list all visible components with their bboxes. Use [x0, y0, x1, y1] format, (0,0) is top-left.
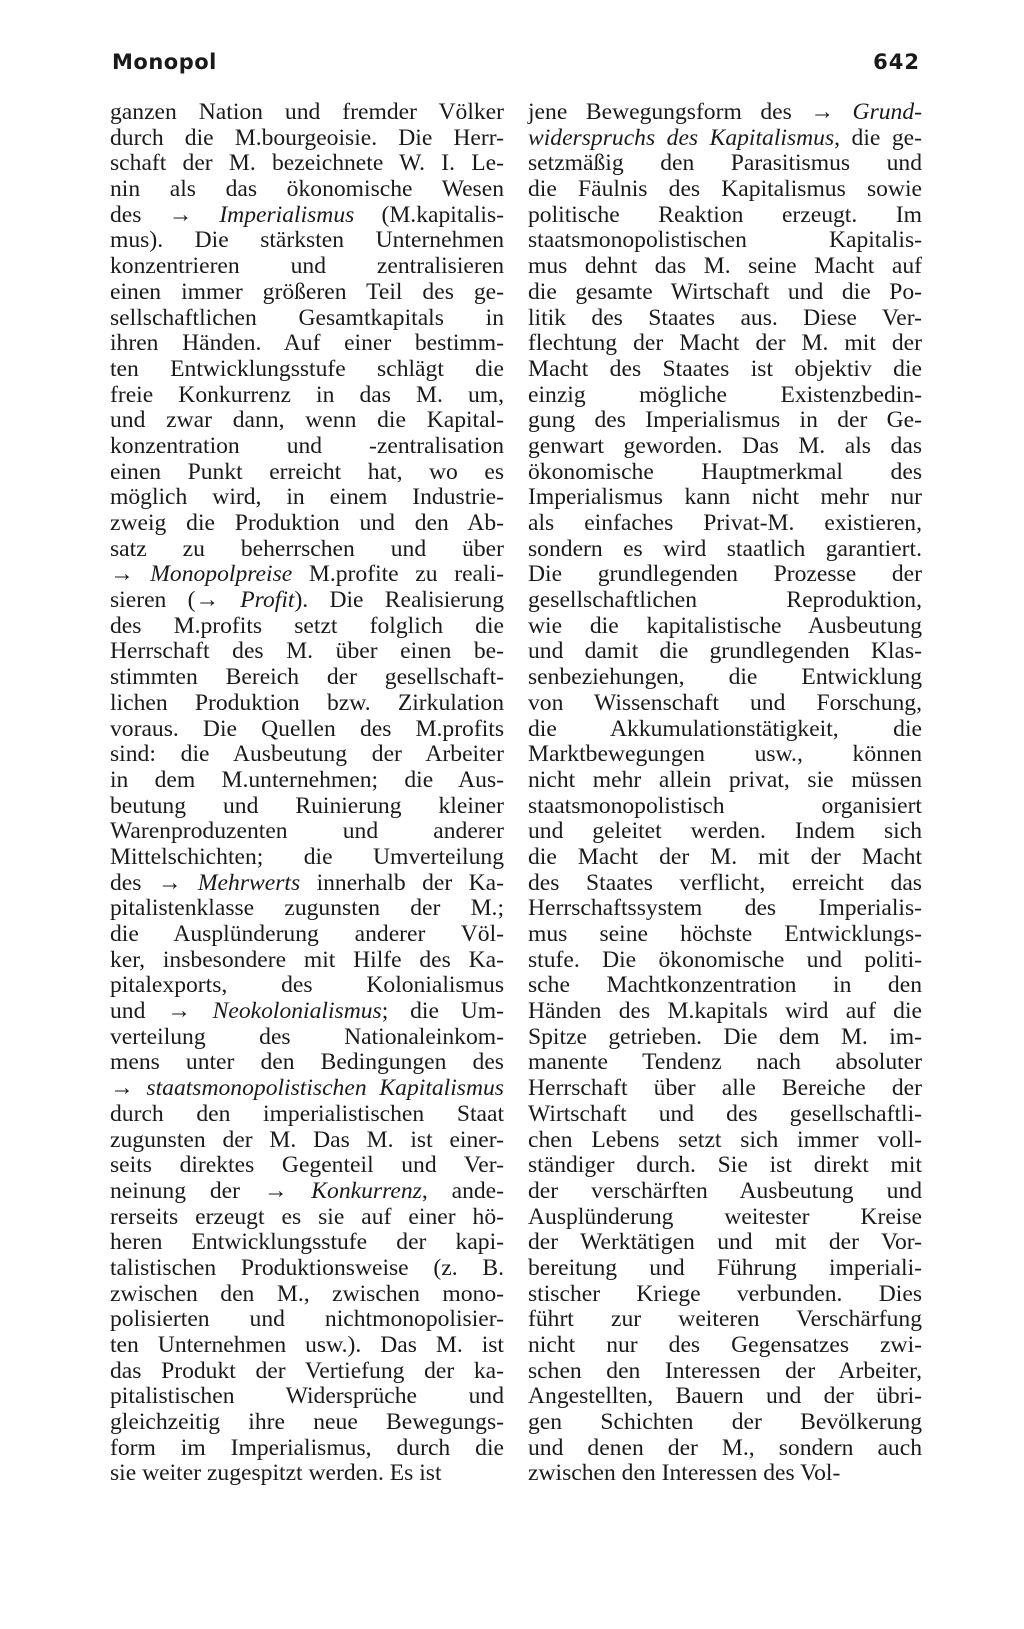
text-fragment: und → — [110, 998, 213, 1025]
text-line — [110, 151, 504, 177]
text-fragment: beutung und Ruinierung kleiner — [110, 792, 504, 819]
text-line — [110, 280, 504, 306]
text-fragment: sind: die Ausbeutung der Arbeiter — [110, 741, 504, 768]
text-fragment: als einfaches Privat-M. existieren, — [528, 510, 922, 536]
text-fragment: und zwar dann, wenn die Kapital- — [110, 407, 504, 434]
text-line — [528, 691, 922, 717]
text-line — [528, 614, 922, 640]
text-fragment: nicht mehr allein privat, sie müssen — [528, 766, 922, 793]
cross-reference-term: Grund- — [852, 99, 922, 125]
text-line — [110, 460, 504, 486]
text-fragment: das Produkt der Vertiefung der ka- — [110, 1357, 504, 1384]
text-fragment: sche Machtkonzentration in den — [528, 972, 922, 999]
text-fragment: Imperialismus kann nicht mehr nur — [528, 484, 922, 511]
text-line — [528, 562, 922, 588]
cross-reference-term: Neokolonialismus — [212, 998, 382, 1025]
text-fragment: verteilung des Nationaleinkom- — [110, 1023, 504, 1050]
text-fragment: Mittelschichten; die Umverteilung — [110, 843, 504, 870]
text-fragment: durch die M.bourgeoisie. Die Herr- — [110, 124, 504, 151]
text-fragment: sondern es wird staatlich garantiert. — [528, 535, 922, 562]
text-line — [110, 768, 504, 794]
text-line — [110, 665, 504, 691]
text-line — [110, 614, 504, 640]
text-fragment: gesellschaftlichen Reproduktion, — [528, 587, 922, 614]
text-line — [528, 1307, 922, 1333]
text-fragment: mus seine höchste Entwicklungs- — [528, 921, 922, 947]
text-line — [110, 742, 504, 768]
text-fragment: sellschaftlichen Gesamtkapitals in — [110, 304, 504, 331]
text-fragment: des → — [110, 869, 198, 896]
text-fragment: ten Entwicklungsstufe schlägt die — [110, 355, 504, 382]
text-fragment: litik des Staates aus. Diese Ver- — [528, 304, 922, 331]
text-line — [528, 1359, 922, 1385]
text-line — [528, 537, 922, 563]
text-line — [110, 1102, 504, 1128]
text-fragment: polisierten und nichtmonopolisier- — [110, 1306, 504, 1333]
text-line — [110, 1384, 504, 1410]
text-fragment: Händen des M.kapitals wird auf die — [528, 998, 922, 1025]
text-line — [528, 1050, 922, 1076]
text-fragment: ständiger durch. Sie ist direkt mit — [528, 1152, 922, 1179]
text-line — [110, 1050, 504, 1076]
text-line — [110, 177, 504, 203]
text-line — [110, 1461, 504, 1487]
text-fragment: jene Bewegungsform des → — [528, 99, 853, 125]
text-fragment: einen immer größeren Teil des ge- — [110, 278, 504, 305]
text-fragment: gleichzeitig ihre neue Bewegungs- — [110, 1409, 504, 1436]
text-line — [528, 151, 922, 177]
text-line — [110, 408, 504, 434]
text-line — [528, 383, 922, 409]
text-fragment: seits direktes Gegenteil und Ver- — [110, 1152, 504, 1179]
text-fragment: zwischen den M., zwischen mono- — [110, 1280, 504, 1307]
text-fragment: Warenproduzenten und anderer — [110, 818, 504, 845]
text-line — [110, 1153, 504, 1179]
text-fragment: zwischen den Interessen des Vol- — [528, 1460, 841, 1487]
text-fragment: und damit die grundlegenden Klas- — [528, 638, 922, 665]
text-fragment: neinung der → — [110, 1177, 312, 1204]
text-line — [528, 1102, 922, 1128]
text-fragment: der Werktätigen und mit der Vor- — [528, 1229, 922, 1256]
text-fragment: stufe. Die ökonomische und politi- — [528, 946, 922, 973]
text-line — [110, 639, 504, 665]
text-fragment: Macht des Staates ist objektiv die — [528, 355, 922, 382]
text-line — [110, 100, 504, 126]
text-fragment: schen den Interessen der Arbeiter, — [528, 1357, 922, 1384]
text-line — [528, 100, 922, 126]
text-line — [528, 896, 922, 922]
text-column-left — [110, 100, 504, 1487]
cross-reference-term: Monopolpreise — [150, 561, 293, 588]
text-line — [110, 306, 504, 332]
text-line — [110, 588, 504, 614]
text-fragment: sie weiter zugespitzt werden. Es ist — [110, 1460, 442, 1487]
text-fragment: sieren (→ — [110, 587, 241, 614]
text-line — [528, 845, 922, 871]
text-line — [528, 717, 922, 743]
text-line — [528, 254, 922, 280]
page-number: 642 — [873, 50, 920, 74]
text-line — [110, 126, 504, 152]
text-fragment: stischer Kriege verbunden. Dies — [528, 1280, 922, 1307]
text-fragment: möglich wird, in einem Industrie- — [110, 484, 504, 511]
text-line — [110, 1359, 504, 1385]
cross-reference-term: widerspruchs des Kapitalismus — [528, 124, 835, 151]
text-fragment: genwart geworden. Das M. als das — [528, 432, 922, 459]
text-line — [110, 1179, 504, 1205]
text-fragment: bereitung und Führung imperiali- — [528, 1254, 922, 1281]
text-line — [528, 1076, 922, 1102]
text-fragment: satz zu beherrschen und über — [110, 535, 504, 562]
text-fragment: form im Imperialismus, durch die — [110, 1434, 504, 1461]
text-line — [528, 331, 922, 357]
text-line — [110, 999, 504, 1025]
text-fragment: die Akkumulationstätigkeit, die — [528, 715, 922, 742]
text-line — [110, 871, 504, 897]
text-fragment: ökonomische Hauptmerkmal des — [528, 458, 922, 485]
text-line — [110, 254, 504, 280]
text-fragment: Spitze getrieben. Die dem M. im- — [528, 1023, 922, 1050]
text-line — [110, 1307, 504, 1333]
text-line — [110, 973, 504, 999]
text-line — [528, 1333, 922, 1359]
text-fragment: wie die kapitalistische Ausbeutung — [528, 612, 922, 639]
text-line — [110, 1410, 504, 1436]
text-line — [528, 973, 922, 999]
text-fragment: , die ge- — [834, 124, 922, 151]
text-line — [110, 1025, 504, 1051]
text-line — [528, 794, 922, 820]
text-fragment: M.profite zu reali- — [292, 561, 504, 588]
text-line — [528, 228, 922, 254]
cross-reference-term: staatsmonopolistischen Kapitalismus — [146, 1075, 504, 1102]
text-fragment: führt zur weiteren Verschärfung — [528, 1306, 922, 1333]
text-line — [528, 999, 922, 1025]
text-line — [528, 1230, 922, 1256]
text-line — [528, 1436, 922, 1462]
text-line — [528, 357, 922, 383]
text-fragment: die Fäulnis des Kapitalismus sowie — [528, 176, 922, 203]
text-fragment: → — [110, 561, 151, 588]
text-line — [528, 639, 922, 665]
text-fragment: setzmäßig den Parasitismus und — [528, 150, 922, 177]
text-line — [528, 434, 922, 460]
text-line — [110, 819, 504, 845]
text-line — [528, 408, 922, 434]
text-fragment: des → — [110, 201, 220, 228]
text-column-right — [528, 100, 922, 1487]
text-fragment: nin als das ökonomische Wesen — [110, 176, 504, 203]
text-fragment: freie Konkurrenz in das M. um, — [110, 381, 504, 408]
text-fragment: die Ausplünderung anderer Völ- — [110, 921, 504, 947]
text-line — [528, 177, 922, 203]
text-fragment: konzentrieren und zentralisieren — [110, 253, 504, 280]
text-fragment: Marktbewegungen usw., können — [528, 741, 922, 768]
text-fragment: talistischen Produktionsweise (z. B. — [110, 1254, 504, 1281]
text-fragment: des M.profits setzt folglich die — [110, 612, 504, 639]
text-line — [110, 1128, 504, 1154]
text-line — [528, 1461, 922, 1487]
text-line — [110, 922, 504, 948]
text-fragment: mens unter den Bedingungen des — [110, 1049, 504, 1076]
text-fragment: des Staates verflicht, erreicht das — [528, 869, 922, 896]
text-line — [528, 1153, 922, 1179]
text-fragment: der verschärften Ausbeutung und — [528, 1177, 922, 1204]
text-line — [110, 203, 504, 229]
text-fragment: die gesamte Wirtschaft und die Po- — [528, 278, 922, 305]
text-line — [528, 306, 922, 332]
running-header-entry: Monopol — [112, 50, 217, 74]
text-fragment: Herrschaft über alle Bereiche der — [528, 1075, 922, 1102]
text-fragment: voraus. Die Quellen des M.profits — [110, 715, 504, 742]
text-line — [110, 537, 504, 563]
text-line — [110, 1076, 504, 1102]
text-fragment: und geleitet werden. Indem sich — [528, 818, 922, 845]
text-line — [528, 1025, 922, 1051]
text-line — [110, 845, 504, 871]
text-fragment: durch den imperialistischen Staat — [110, 1100, 504, 1127]
text-line — [110, 511, 504, 537]
text-line — [528, 1410, 922, 1436]
text-fragment: Herrschaft des M. über einen be- — [110, 638, 504, 665]
text-fragment: ganzen Nation und fremder Völker — [110, 99, 504, 125]
text-line — [528, 922, 922, 948]
text-fragment: mus). Die stärksten Unternehmen — [110, 227, 504, 254]
text-fragment: schaft der M. bezeichnete W. I. Le- — [110, 150, 504, 177]
text-fragment: Wirtschaft und des gesellschaftli- — [528, 1100, 922, 1127]
text-line — [110, 717, 504, 743]
text-line — [110, 357, 504, 383]
text-line — [528, 485, 922, 511]
text-fragment: einzig mögliche Existenzbedin- — [528, 381, 922, 408]
text-line — [528, 588, 922, 614]
text-line — [110, 562, 504, 588]
text-line — [528, 768, 922, 794]
text-line — [528, 1256, 922, 1282]
text-fragment: heren Entwicklungsstufe der kapi- — [110, 1229, 504, 1256]
text-fragment: innerhalb der Ka- — [300, 869, 505, 896]
text-fragment: lichen Produktion bzw. Zirkulation — [110, 689, 504, 716]
text-fragment: die Macht der M. mit der Macht — [528, 843, 922, 870]
text-line — [528, 1205, 922, 1231]
text-fragment: staatsmonopolistisch organisiert — [528, 792, 922, 819]
text-fragment: zugunsten der M. Das M. ist einer- — [110, 1126, 504, 1153]
text-fragment: einen Punkt erreicht hat, wo es — [110, 458, 504, 485]
text-line — [110, 331, 504, 357]
text-line — [110, 434, 504, 460]
text-line — [528, 948, 922, 974]
text-fragment: manente Tendenz nach absoluter — [528, 1049, 922, 1076]
text-line — [528, 126, 922, 152]
text-fragment: in dem M.unternehmen; die Aus- — [110, 766, 504, 793]
text-fragment: ihren Händen. Auf einer bestimm- — [110, 330, 504, 357]
cross-reference-term: Mehrwerts — [197, 869, 301, 896]
text-line — [528, 742, 922, 768]
text-fragment: pitalistischen Widersprüche und — [110, 1383, 504, 1410]
text-fragment: Angestellten, Bauern und der übri- — [528, 1383, 922, 1410]
text-fragment: und denen der M., sondern auch — [528, 1434, 922, 1461]
cross-reference-term: Konkurrenz — [311, 1177, 422, 1204]
text-fragment: ; die Um- — [381, 998, 504, 1025]
text-line — [110, 485, 504, 511]
text-fragment: (M.kapitalis- — [354, 201, 504, 228]
text-line — [528, 460, 922, 486]
text-line — [110, 383, 504, 409]
text-line — [110, 691, 504, 717]
text-fragment: ker, insbesondere mit Hilfe des Ka- — [110, 946, 504, 973]
text-fragment: → — [110, 1075, 147, 1102]
text-fragment: Ausplünderung weitester Kreise — [528, 1203, 922, 1230]
text-line — [110, 1282, 504, 1308]
text-fragment: gung des Imperialismus in der Ge- — [528, 407, 922, 434]
text-fragment: flechtung der Macht der M. mit der — [528, 330, 922, 357]
text-line — [528, 665, 922, 691]
text-line — [528, 819, 922, 845]
text-fragment: rerseits erzeugt es sie auf einer hö- — [110, 1203, 504, 1230]
text-line — [110, 1256, 504, 1282]
text-line — [110, 1230, 504, 1256]
cross-reference-term: Imperialismus — [219, 201, 355, 228]
text-fragment: politische Reaktion erzeugt. Im — [528, 201, 922, 228]
text-line — [528, 203, 922, 229]
text-line — [528, 511, 922, 537]
cross-reference-term: Profit — [240, 587, 295, 614]
text-line — [528, 1282, 922, 1308]
text-line — [528, 1179, 922, 1205]
text-fragment: gen Schichten der Bevölkerung — [528, 1409, 922, 1436]
text-line — [528, 1384, 922, 1410]
text-line — [110, 228, 504, 254]
text-line — [110, 794, 504, 820]
text-fragment: staatsmonopolistischen Kapitalis- — [528, 227, 922, 254]
text-line — [528, 871, 922, 897]
text-line — [528, 280, 922, 306]
text-fragment: ). Die Realisierung — [294, 587, 504, 614]
text-fragment: nicht nur des Gegensatzes zwi- — [528, 1332, 922, 1358]
text-fragment: ten Unternehmen usw.). Das M. ist — [110, 1332, 504, 1358]
text-fragment: senbeziehungen, die Entwicklung — [528, 664, 922, 691]
text-fragment: chen Lebens setzt sich immer voll- — [528, 1126, 922, 1153]
text-line — [528, 1128, 922, 1154]
text-fragment: zweig die Produktion und den Ab- — [110, 510, 504, 536]
text-fragment: stimmten Bereich der gesellschaft- — [110, 664, 504, 691]
text-line — [110, 948, 504, 974]
text-line — [110, 1436, 504, 1462]
text-fragment: Die grundlegenden Prozesse der — [528, 561, 922, 588]
text-fragment: von Wissenschaft und Forschung, — [528, 689, 922, 716]
text-fragment: pitalistenklasse zugunsten der M.; — [110, 895, 504, 922]
text-fragment: pitalexports, des Kolonialismus — [110, 972, 504, 999]
text-line — [110, 1333, 504, 1359]
text-fragment: mus dehnt das M. seine Macht auf — [528, 253, 922, 280]
text-line — [110, 896, 504, 922]
text-fragment: Herrschaftssystem des Imperialis- — [528, 895, 922, 922]
text-fragment: , ande- — [421, 1177, 504, 1204]
text-line — [110, 1205, 504, 1231]
text-fragment: konzentration und -zentralisation — [110, 432, 504, 459]
